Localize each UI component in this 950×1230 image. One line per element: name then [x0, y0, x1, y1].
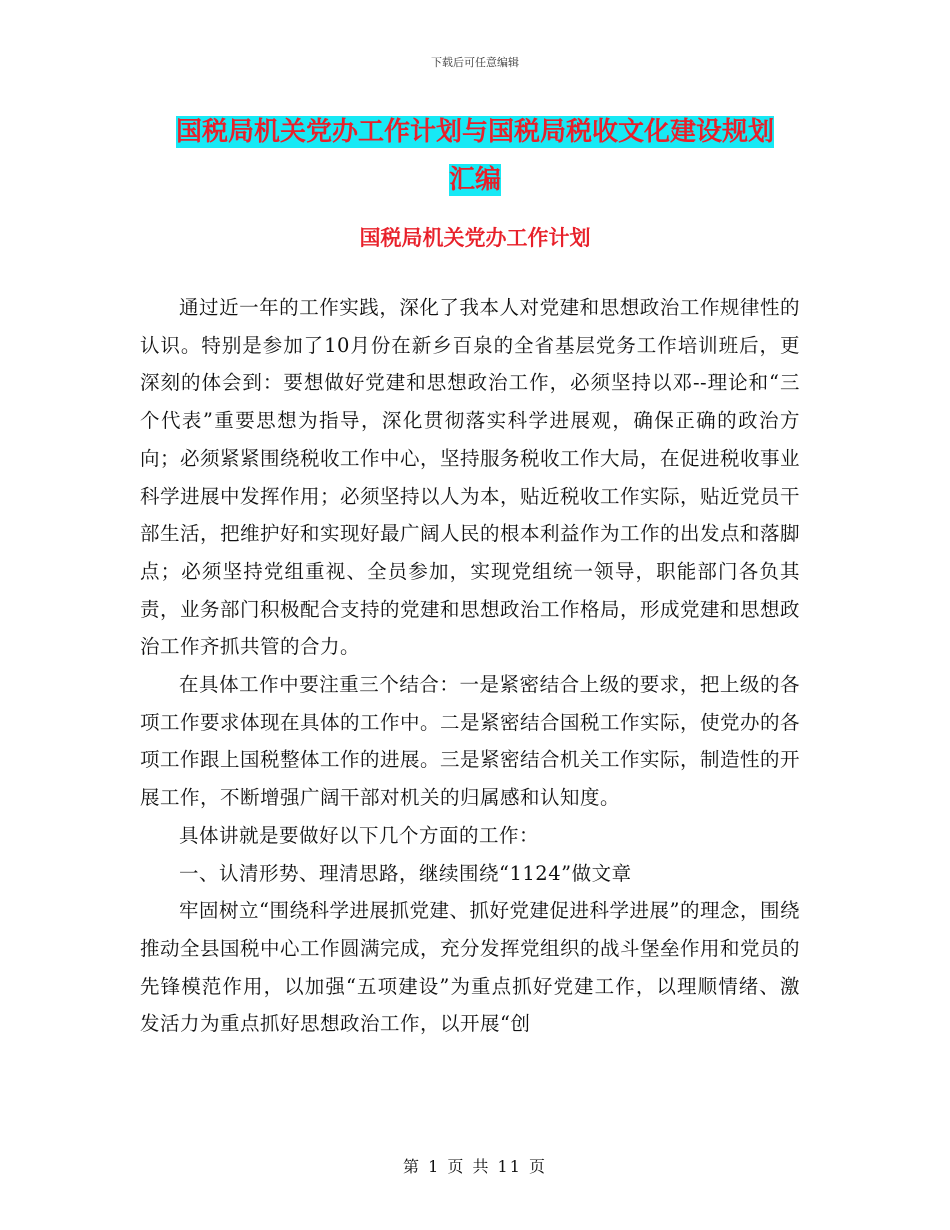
title-line-1: 国税局机关党办工作计划与国税局税收文化建设规划: [175, 117, 774, 147]
body-text: [140, 289, 800, 1043]
section-title: 国税局机关党办工作计划: [359, 226, 591, 250]
document-title: [140, 108, 810, 204]
paragraph: 一、认清形势、理清思路，继续围绕“1124”做文章: [179, 861, 632, 885]
paragraph: 在具体工作中要注重三个结合：一是紧密结合上级的要求，把上级的各项工作要求体现在具体的工作中。二是紧密结合国税工作实际，使党办的各项工作跟上国税整体工作的进展。三是紧密结合机关工作实际，制造性的开展工作，不断增强广阔干部对机关的归属感和认知度。: [140, 673, 801, 810]
title-line-2: 汇编: [448, 165, 501, 195]
paragraph: 牢固树立“围绕科学进展抓党建、抓好党建促进科学进展”的理念，围绕推动全县国税中心工作圆满完成，充分发挥党组织的战斗堡垒作用和党员的先锋模范作用，以加强“五项建设”为重点抓好党建工作，以理顺情绪、激发活力为重点抓好思想政治工作，以开展“创: [140, 899, 801, 1036]
paragraph: 通过近一年的工作实践，深化了我本人对党建和思想政治工作规律性的认识。特别是参加了10月份在新乡百泉的全省基层党务工作培训班后，更深刻的体会到：要想做好党建和思想政治工作，必须坚持以邓--理论和“三个代表”重要思想为指导，深化贯彻落实科学进展观，确保正确的政治方向；必须紧紧围绕税收工作中心，坚持服务税收工作大局，在促进税收事业科学进展中发挥作用；必须坚持以人为本，贴近税收工作实际，贴近党员干部生活，把维护好和实现好最广阔人民的根本利益作为工作的出发点和落脚点；必须坚持党组重视、全员参加，实现党组统一领导，职能部门各负其责，业务部门积极配合支持的党建和思想政治工作格局，形成党建和思想政治工作齐抓共管的合力。: [140, 296, 801, 659]
header-note: 下载后可任意编辑: [431, 56, 519, 69]
page-footer: 第 1 页 共 11 页: [403, 1157, 547, 1176]
paragraph: 具体讲就是要做好以下几个方面的工作：: [179, 823, 540, 847]
